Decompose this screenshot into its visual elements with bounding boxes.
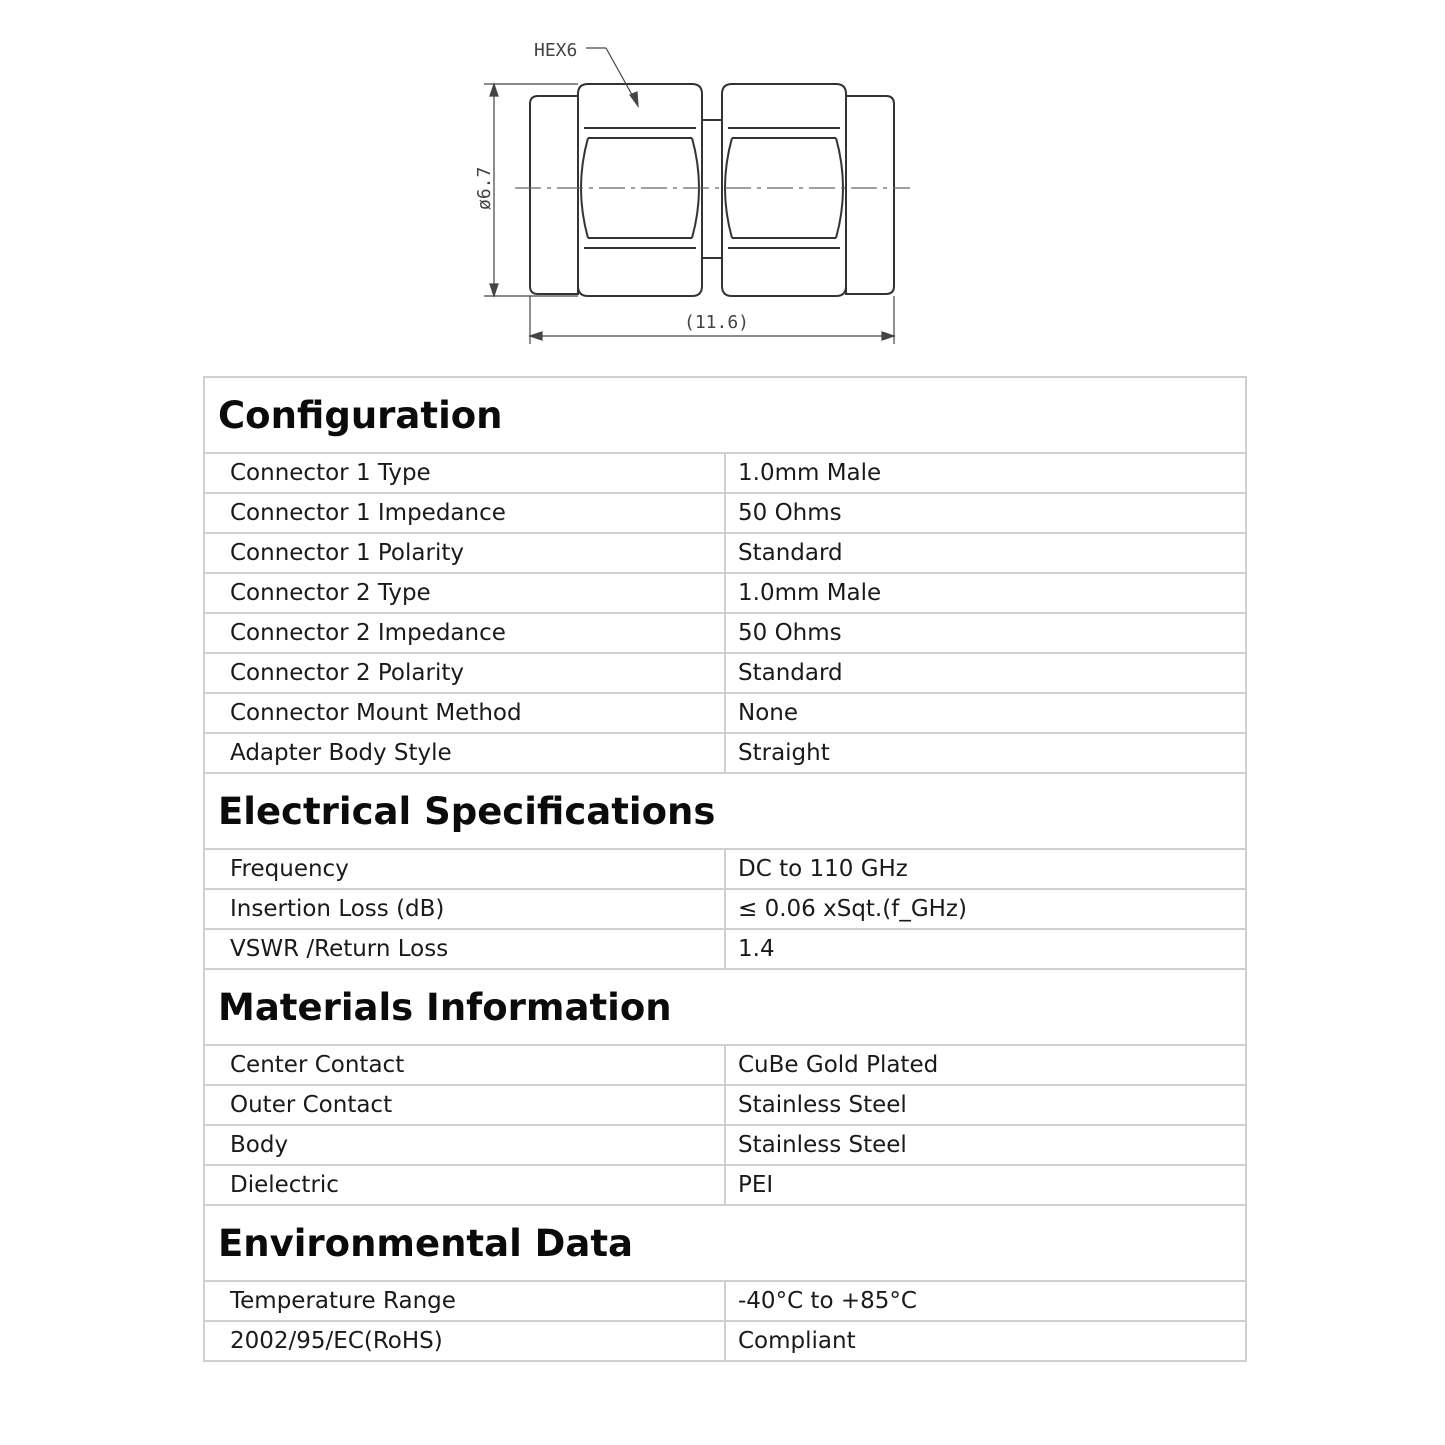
table-row [204, 1321, 1246, 1361]
diameter-label: ø6.7 [474, 166, 495, 210]
spec-value: Stainless Steel [725, 1125, 1246, 1165]
spec-label: Connector Mount Method [204, 693, 725, 733]
section-header [204, 1205, 1246, 1281]
spec-label: Connector 2 Impedance [204, 613, 725, 653]
spec-value: DC to 110 GHz [725, 849, 1246, 889]
spec-value: 1.0mm Male [725, 453, 1246, 493]
spec-label: Connector 1 Type [204, 453, 725, 493]
length-label: (11.6) [684, 312, 750, 333]
section-header [204, 377, 1246, 453]
spec-label: Connector 2 Polarity [204, 653, 725, 693]
table-row [204, 1085, 1246, 1125]
spec-label: Insertion Loss (dB) [204, 889, 725, 929]
spec-label: Adapter Body Style [204, 733, 725, 773]
table-row [204, 1125, 1246, 1165]
table-row [204, 929, 1246, 969]
spec-value: None [725, 693, 1246, 733]
section-header [204, 969, 1246, 1045]
spec-value: 1.0mm Male [725, 573, 1246, 613]
spec-label: Temperature Range [204, 1281, 725, 1321]
spec-value: Standard [725, 653, 1246, 693]
spec-value: CuBe Gold Plated [725, 1045, 1246, 1085]
right-hex-nut [722, 84, 846, 296]
spec-label: Center Contact [204, 1045, 725, 1085]
table-row [204, 733, 1246, 773]
spec-value: 50 Ohms [725, 493, 1246, 533]
spec-label: Dielectric [204, 1165, 725, 1205]
table-row [204, 533, 1246, 573]
table-row [204, 849, 1246, 889]
table-row [204, 653, 1246, 693]
spec-label: 2002/95/EC(RoHS) [204, 1321, 725, 1361]
spec-value: Stainless Steel [725, 1085, 1246, 1125]
hex-label: HEX6 [534, 40, 578, 61]
table-row [204, 613, 1246, 653]
section-title-environmental: Environmental Data [204, 1205, 1246, 1281]
table-row [204, 889, 1246, 929]
table-row [204, 1045, 1246, 1085]
spec-value: Standard [725, 533, 1246, 573]
section-title-materials: Materials Information [204, 969, 1246, 1045]
table-row [204, 1281, 1246, 1321]
adapter-drawing [0, 0, 1445, 370]
table-row [204, 573, 1246, 613]
spec-value: Straight [725, 733, 1246, 773]
spec-label: Outer Contact [204, 1085, 725, 1125]
left-hex-nut [578, 84, 702, 296]
spec-label: Frequency [204, 849, 725, 889]
spec-value: PEI [725, 1165, 1246, 1205]
spec-table [203, 376, 1247, 1362]
section-title-configuration: Configuration [204, 377, 1246, 453]
right-end-cap [846, 96, 894, 294]
spec-value: Compliant [725, 1321, 1246, 1361]
spec-label: Connector 1 Impedance [204, 493, 725, 533]
table-row [204, 1165, 1246, 1205]
table-row [204, 453, 1246, 493]
table-row [204, 493, 1246, 533]
left-end-cap [530, 96, 578, 294]
spec-label: Connector 1 Polarity [204, 533, 725, 573]
spec-value: 50 Ohms [725, 613, 1246, 653]
spec-value: ≤ 0.06 xSqt.(f_GHz) [725, 889, 1246, 929]
spec-value: 1.4 [725, 929, 1246, 969]
spec-label: VSWR /Return Loss [204, 929, 725, 969]
spec-label: Body [204, 1125, 725, 1165]
section-header [204, 773, 1246, 849]
section-title-electrical: Electrical Specifications [204, 773, 1246, 849]
table-row [204, 693, 1246, 733]
spec-value: -40°C to +85°C [725, 1281, 1246, 1321]
spec-label: Connector 2 Type [204, 573, 725, 613]
